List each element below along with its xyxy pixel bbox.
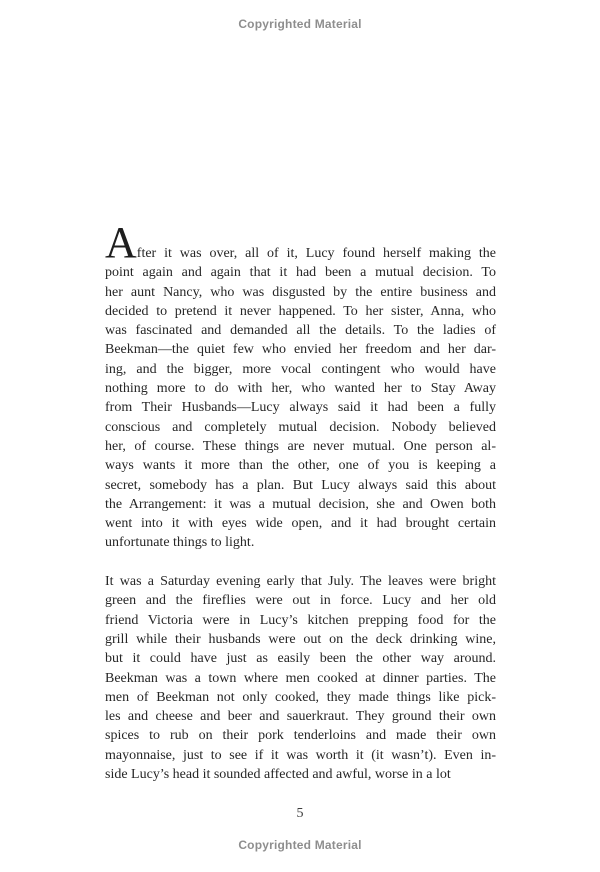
text-line: unfortunate things to light.	[105, 535, 255, 551]
text-line: was fascinated and demanded all the details. To the ladies of	[105, 323, 496, 339]
paragraph	[105, 218, 496, 553]
text-line: the Arrangement: it was a mutual decision, she and Owen both	[105, 496, 496, 512]
text-line: from Their Husbands—Lucy always said it had been a fully	[105, 400, 496, 416]
text-line: her aunt Nancy, who was disgusted by the entire business and	[105, 284, 496, 300]
copyright-notice-top: Copyrighted Material	[238, 17, 362, 31]
text-line: men of Beekman not only cooked, they made things like pick-	[105, 689, 496, 705]
text-block	[105, 218, 496, 784]
text-line: After it was over, all of it, Lucy found herself making the	[105, 218, 496, 267]
text-line: ways wants it more than the other, one of you is keeping a	[105, 458, 496, 474]
text-line: spices to rub on their pork tenderloins and made their own	[105, 728, 496, 744]
text-line: friend Victoria were in Lucy’s kitchen prepping food for the	[105, 612, 496, 628]
text-line: It was a Saturday evening early that July. The leaves were bright	[105, 574, 496, 590]
text-line: nothing more to do with her, who wanted her to Stay Away	[105, 381, 496, 397]
copyright-notice-bottom: Copyrighted Material	[238, 838, 362, 852]
page-number: 5	[296, 806, 304, 821]
text-line: her, of course. These things are never mutual. One person al-	[105, 438, 496, 454]
text-line: but it could have just as easily been the other way around.	[105, 651, 496, 667]
paragraph	[105, 572, 496, 784]
drop-cap: A	[105, 218, 137, 267]
text-line: side Lucy’s head it sounded affected and awful, worse in a lot	[105, 767, 451, 783]
text-line: secret, somebody has a plan. But Lucy always said this about	[105, 477, 496, 493]
text-line: Beekman was a town where men cooked at dinner parties. The	[105, 670, 496, 686]
text-line: les and cheese and beer and sauerkraut. They ground their own	[105, 709, 496, 725]
text-line: decided to pretend it never happened. To her sister, Anna, who	[105, 303, 496, 319]
text-line: went into it with eyes wide open, and it had brought certain	[105, 516, 496, 532]
text-line: ing, and the bigger, more vocal contingent who would have	[105, 361, 496, 377]
text-line: green and the fireflies were out in force. Lucy and her old	[105, 593, 496, 609]
text-line: grill while their husbands were out on the deck drinking wine,	[105, 631, 496, 647]
text-line: Beekman—the quiet few who envied her freedom and her dar-	[105, 342, 496, 358]
text-line: conscious and completely mutual decision. Nobody believed	[105, 419, 496, 435]
text-line: mayonnaise, just to see if it was worth it (it wasn’t). Even in-	[105, 747, 496, 763]
text-line: point again and again that it had been a mutual decision. To	[105, 265, 496, 281]
